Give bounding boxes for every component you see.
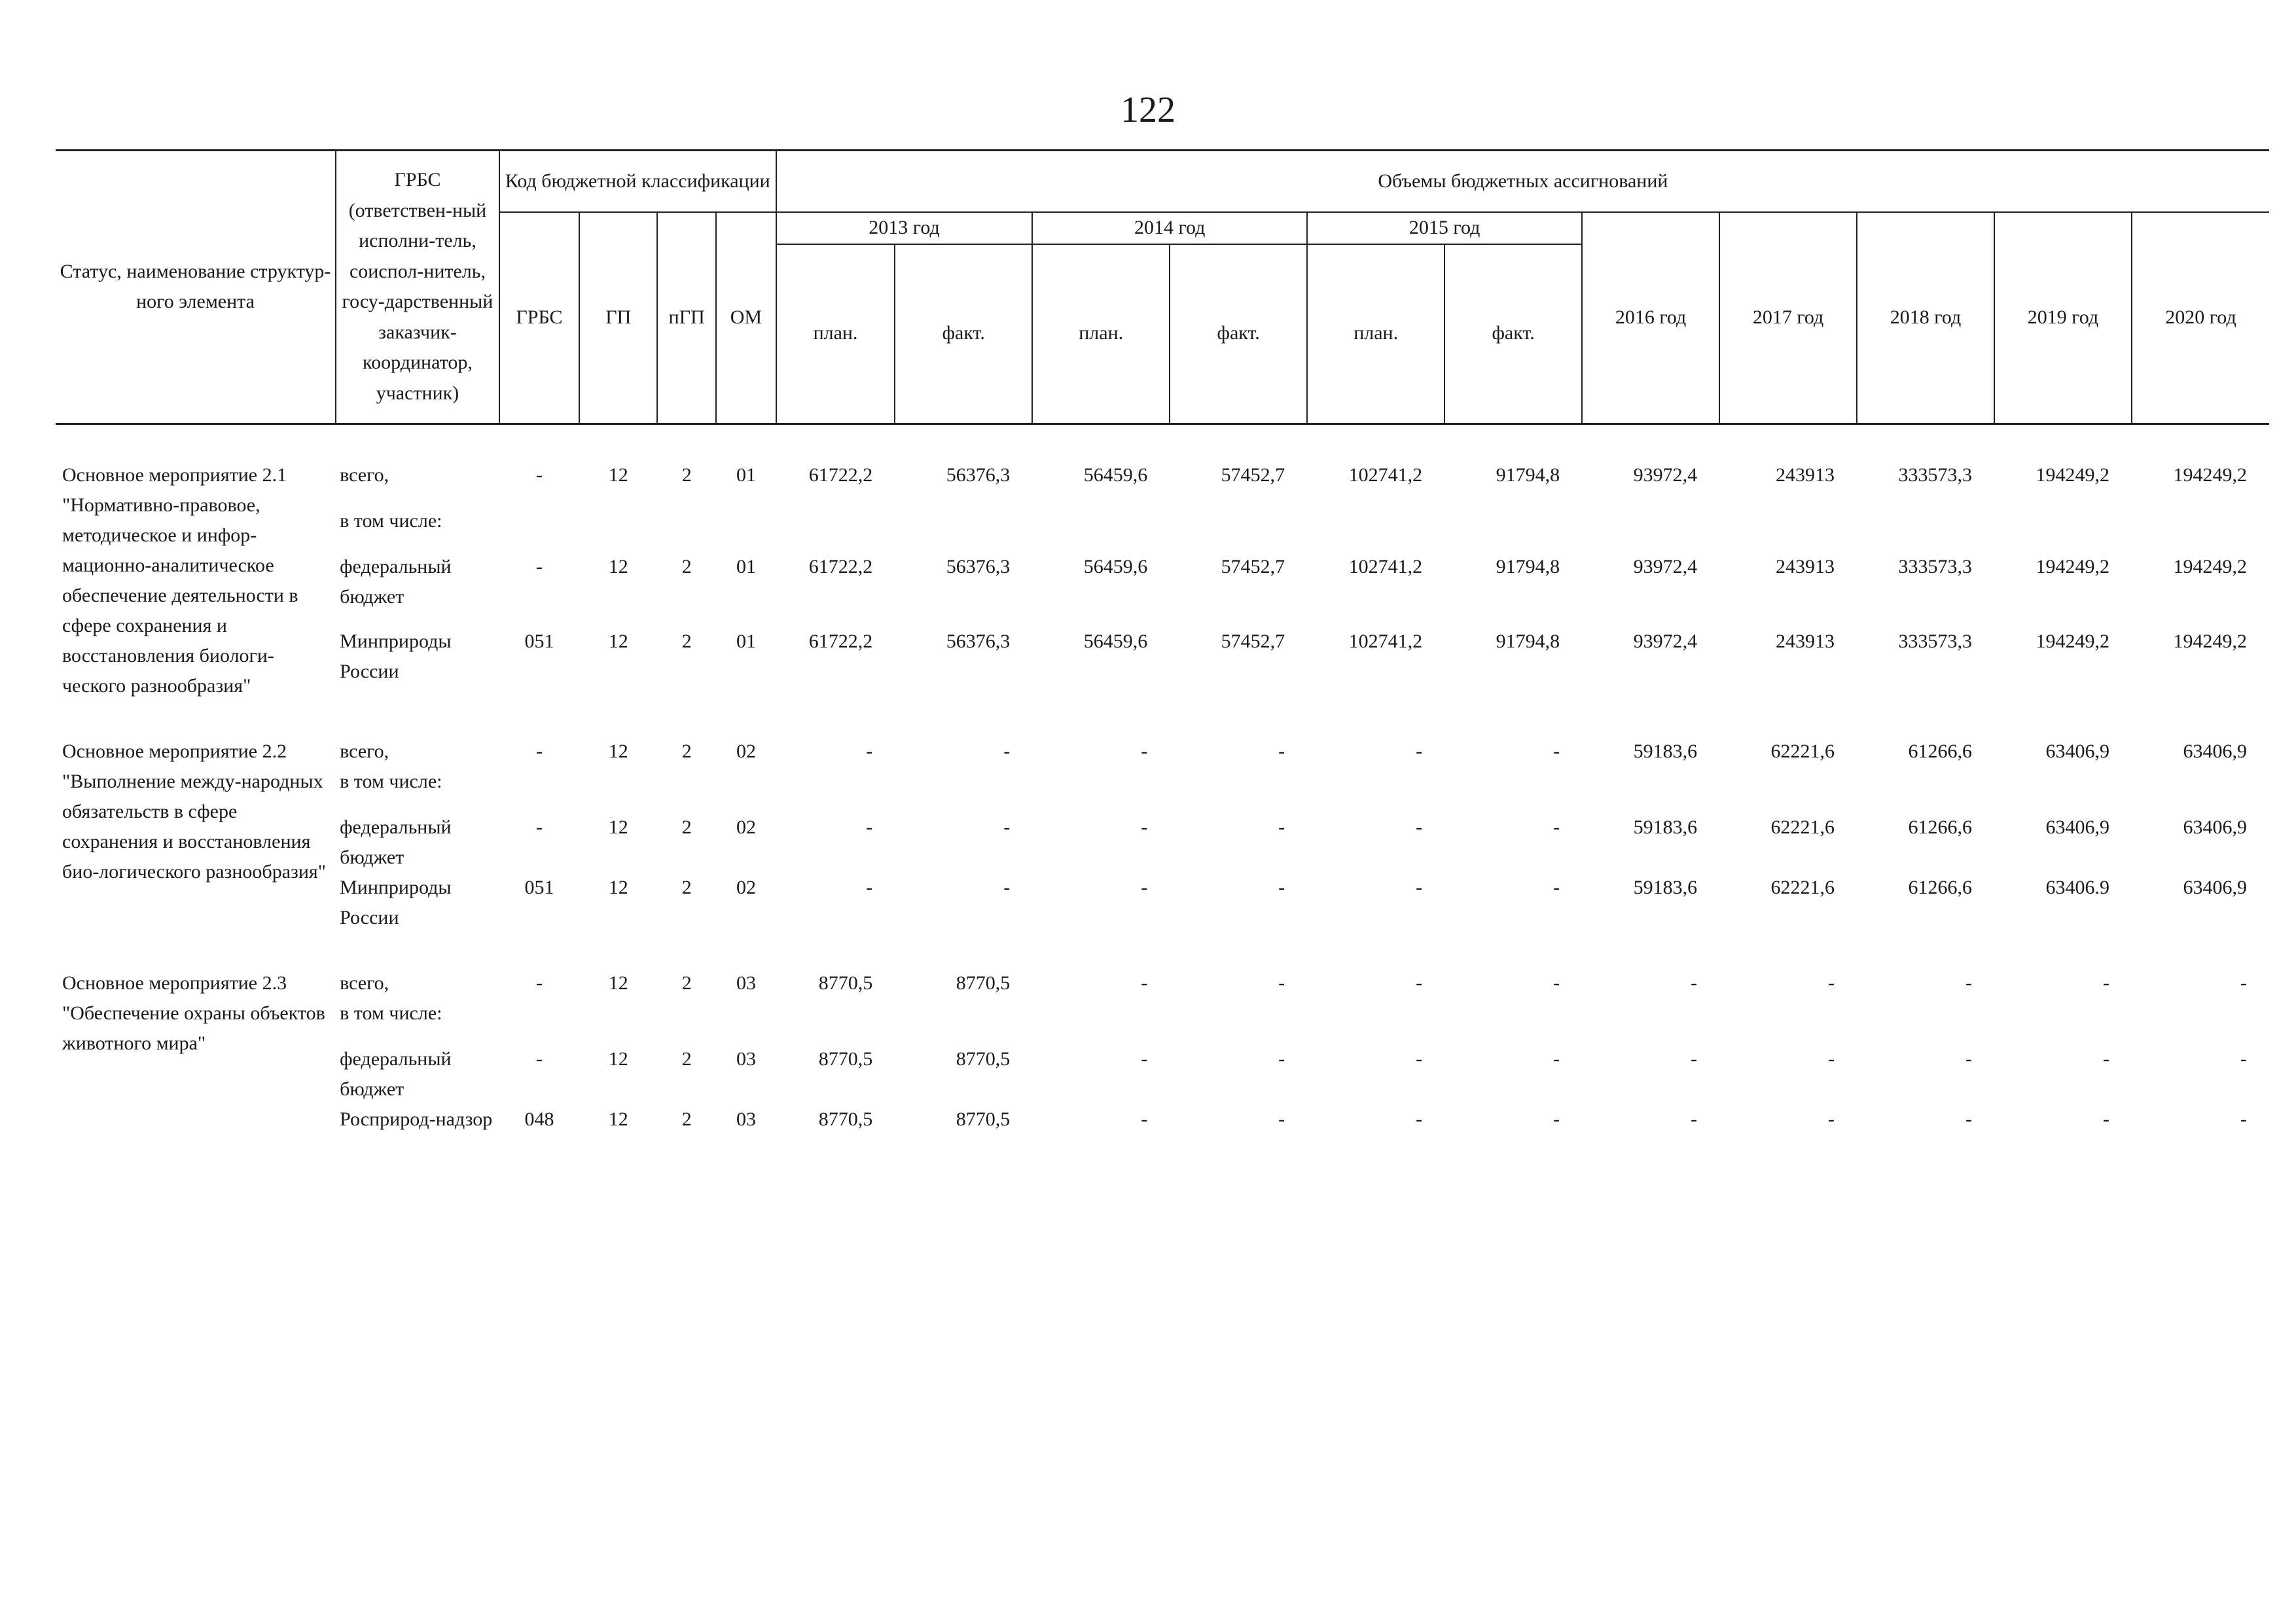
empty-cells	[499, 506, 2269, 552]
allocation-value: -	[1141, 740, 1148, 762]
measure-name: Основное мероприятие 2.3 "Обеспечение охраны объектов животного мира"	[62, 972, 325, 1054]
allocation-value: 243913	[1776, 464, 1835, 486]
header-2013-fact: факт.	[895, 244, 1032, 424]
code-gp: 12	[608, 1108, 628, 1130]
code-om: 03	[736, 972, 756, 994]
allocation-value: -	[1141, 1048, 1148, 1070]
allocation-value: 91794,8	[1496, 464, 1560, 486]
allocation-value: 56376,3	[946, 555, 1011, 577]
measure-name: Основное мероприятие 2.1 "Нормативно-правовое, методическое и инфор-мационно-аналитическое обеспечение деятельности в сфере сохранения и восстановления биологи-ческого разнообразия"	[62, 464, 298, 697]
allocation-value: -	[1416, 816, 1423, 838]
allocation-value: 59183,6	[1633, 740, 1698, 762]
allocation-value: -	[1278, 816, 1285, 838]
allocation-value: 93972,4	[1633, 464, 1698, 486]
allocation-value: -	[2240, 972, 2247, 994]
allocation-value: -	[1416, 1108, 1423, 1130]
allocation-value: 194249,2	[2173, 630, 2247, 652]
table-row	[56, 627, 2269, 701]
code-pgp: 2	[681, 1108, 692, 1130]
allocation-value: 194249,2	[2173, 464, 2247, 486]
code-pgp: 2	[681, 876, 692, 898]
allocation-value: -	[1003, 876, 1011, 898]
allocation-value: 56376,3	[946, 630, 1011, 652]
allocation-value: -	[1141, 1108, 1148, 1130]
allocation-value: -	[2240, 1048, 2247, 1070]
code-om: 02	[736, 876, 756, 898]
allocation-value: 8770,5	[818, 1108, 873, 1130]
allocation-value: 57452,7	[1221, 464, 1285, 486]
header-2015-plan: план.	[1307, 244, 1444, 424]
code-gp: 12	[608, 555, 628, 577]
code-grbs: -	[535, 816, 543, 838]
header-code-om: ОМ	[716, 212, 776, 424]
header-year-2020: 2020 год	[2132, 212, 2269, 424]
allocation-value: -	[1553, 876, 1560, 898]
code-grbs: 051	[524, 876, 554, 898]
allocation-value: 102741,2	[1348, 464, 1423, 486]
allocation-value: -	[1416, 972, 1423, 994]
allocation-value: -	[1553, 740, 1560, 762]
allocation-value: 194249,2	[2036, 555, 2109, 577]
allocation-value: -	[866, 816, 873, 838]
allocation-value: 63406,9	[2183, 740, 2247, 762]
allocation-value: 63406.9	[2045, 876, 2109, 898]
allocation-value: 62221,6	[1770, 876, 1835, 898]
table-row	[56, 424, 2269, 506]
allocation-value: -	[1691, 1108, 1698, 1130]
allocation-value: 333573,3	[1898, 555, 1972, 577]
table-row	[56, 998, 2269, 1044]
header-budget-code: Код бюджетной классификации	[499, 151, 776, 213]
allocation-value: -	[1278, 740, 1285, 762]
header-code-grbs: ГРБС	[499, 212, 579, 424]
allocation-value: 63406,9	[2183, 816, 2247, 838]
allocation-value: 8770,5	[818, 1048, 873, 1070]
code-grbs: -	[535, 972, 543, 994]
code-gp: 12	[608, 464, 628, 486]
code-gp: 12	[608, 816, 628, 838]
allocation-value: 243913	[1776, 630, 1835, 652]
allocation-value: 8770,5	[956, 1108, 1011, 1130]
table-row	[56, 1104, 2269, 1135]
code-om: 01	[736, 555, 756, 577]
header-year-2014: 2014 год	[1032, 212, 1307, 244]
allocation-value: -	[2102, 972, 2109, 994]
funding-source: федеральный бюджет	[340, 816, 452, 868]
allocation-value: -	[1828, 1108, 1835, 1130]
header-2013-plan: план.	[776, 244, 895, 424]
allocation-value: -	[1691, 972, 1698, 994]
table-header	[56, 151, 2269, 424]
allocation-value: -	[1141, 876, 1148, 898]
code-grbs: -	[535, 464, 543, 486]
empty-cells	[499, 767, 2269, 812]
code-pgp: 2	[681, 464, 692, 486]
header-code-gp: ГП	[579, 212, 657, 424]
allocation-value: 61722,2	[808, 630, 873, 652]
allocation-value: 61722,2	[808, 464, 873, 486]
table-row	[56, 552, 2269, 627]
allocation-value: 56376,3	[946, 464, 1011, 486]
funding-source: в том числе:	[340, 509, 442, 532]
funding-source: федеральный бюджет	[340, 555, 452, 608]
allocation-value: 57452,7	[1221, 630, 1285, 652]
allocation-value: 62221,6	[1770, 740, 1835, 762]
code-om: 03	[736, 1048, 756, 1070]
allocation-value: 194249,2	[2036, 630, 2109, 652]
header-year-2013: 2013 год	[776, 212, 1032, 244]
funding-source: в том числе:	[340, 1002, 442, 1024]
code-grbs: -	[535, 1048, 543, 1070]
allocation-value: 93972,4	[1633, 630, 1698, 652]
allocation-value: -	[1003, 816, 1011, 838]
header-volumes: Объемы бюджетных ассигнований	[776, 151, 2269, 213]
header-2014-plan: план.	[1032, 244, 1170, 424]
code-om: 03	[736, 1108, 756, 1130]
allocation-value: -	[1828, 1048, 1835, 1070]
allocation-value: 102741,2	[1348, 555, 1423, 577]
allocation-value: 59183,6	[1633, 816, 1698, 838]
allocation-value: 61266,6	[1908, 876, 1972, 898]
allocation-value: 333573,3	[1898, 630, 1972, 652]
code-grbs: 051	[524, 630, 554, 652]
allocation-value: -	[1003, 740, 1011, 762]
funding-source: федеральный бюджет	[340, 1048, 452, 1100]
allocation-value: 91794,8	[1496, 555, 1560, 577]
allocation-value: -	[1965, 972, 1972, 994]
allocation-value: 61722,2	[808, 555, 873, 577]
allocation-value: 194249,2	[2173, 555, 2247, 577]
allocation-value: 93972,4	[1633, 555, 1698, 577]
page-number: 122	[1121, 90, 1175, 130]
header-year-2015: 2015 год	[1307, 212, 1582, 244]
allocation-value: -	[1278, 1048, 1285, 1070]
header-year-2016: 2016 год	[1582, 212, 1719, 424]
allocation-value: 56459,6	[1083, 464, 1148, 486]
table-row	[56, 701, 2269, 767]
allocation-value: -	[1278, 1108, 1285, 1130]
budget-allocation-table	[56, 149, 2269, 1135]
allocation-value: 63406,9	[2183, 876, 2247, 898]
allocation-value: -	[1965, 1108, 1972, 1130]
allocation-value: 8770,5	[956, 972, 1011, 994]
table-row	[56, 812, 2269, 873]
code-om: 02	[736, 816, 756, 838]
code-pgp: 2	[681, 630, 692, 652]
code-grbs: -	[535, 555, 543, 577]
allocation-value: 8770,5	[818, 972, 873, 994]
code-om: 02	[736, 740, 756, 762]
table-body	[56, 424, 2269, 1135]
allocation-value: 333573,3	[1898, 464, 1972, 486]
table-row	[56, 873, 2269, 933]
code-pgp: 2	[681, 740, 692, 762]
header-2014-fact: факт.	[1170, 244, 1307, 424]
allocation-value: -	[1278, 876, 1285, 898]
allocation-value: 56459,6	[1083, 630, 1148, 652]
funding-source: Росприрод-надзор	[340, 1108, 493, 1130]
allocation-value: -	[1416, 1048, 1423, 1070]
code-gp: 12	[608, 630, 628, 652]
funding-source: Минприроды России	[340, 630, 452, 682]
code-grbs: 048	[524, 1108, 554, 1130]
funding-source: Минприроды России	[340, 876, 452, 928]
allocation-value: -	[1416, 876, 1423, 898]
table-row	[56, 506, 2269, 552]
allocation-value: 194249,2	[2036, 464, 2109, 486]
header-year-2019: 2019 год	[1994, 212, 2132, 424]
funding-source: в том числе:	[340, 770, 442, 792]
code-pgp: 2	[681, 816, 692, 838]
funding-source: всего,	[340, 464, 389, 486]
allocation-value: 91794,8	[1496, 630, 1560, 652]
header-grbs-role: ГРБС (ответствен-ный исполни-тель, соиспол-нитель, госу-дарственный заказчик-координатор, участник)	[336, 151, 499, 424]
allocation-value: -	[1828, 972, 1835, 994]
allocation-value: 57452,7	[1221, 555, 1285, 577]
allocation-value: -	[866, 876, 873, 898]
allocation-value: -	[2102, 1048, 2109, 1070]
allocation-value: 63406,9	[2045, 740, 2109, 762]
code-pgp: 2	[681, 1048, 692, 1070]
allocation-value: -	[1553, 972, 1560, 994]
measure-name: Основное мероприятие 2.2 "Выполнение между-народных обязательств в сфере сохранения и восстановления био-логического разнообразия"	[62, 740, 326, 883]
allocation-value: -	[1691, 1048, 1698, 1070]
code-pgp: 2	[681, 555, 692, 577]
allocation-value: -	[2240, 1108, 2247, 1130]
code-gp: 12	[608, 740, 628, 762]
allocation-value: 243913	[1776, 555, 1835, 577]
table-row	[56, 933, 2269, 998]
header-code-pgp: пГП	[657, 212, 716, 424]
allocation-value: 63406,9	[2045, 816, 2109, 838]
code-grbs: -	[535, 740, 543, 762]
table-row	[56, 1044, 2269, 1104]
allocation-value: -	[1553, 816, 1560, 838]
code-gp: 12	[608, 876, 628, 898]
header-year-2018: 2018 год	[1857, 212, 1994, 424]
code-om: 01	[736, 630, 756, 652]
empty-cells	[499, 998, 2269, 1044]
header-year-2017: 2017 год	[1719, 212, 1857, 424]
header-status: Статус, наименование структур-ного элемента	[56, 151, 336, 424]
allocation-value: 62221,6	[1770, 816, 1835, 838]
allocation-value: 61266,6	[1908, 740, 1972, 762]
table-row	[56, 767, 2269, 812]
funding-source: всего,	[340, 740, 389, 762]
allocation-value: 59183,6	[1633, 876, 1698, 898]
allocation-value: -	[1965, 1048, 1972, 1070]
allocation-value: 102741,2	[1348, 630, 1423, 652]
allocation-value: -	[1141, 816, 1148, 838]
code-om: 01	[736, 464, 756, 486]
code-pgp: 2	[681, 972, 692, 994]
code-gp: 12	[608, 1048, 628, 1070]
funding-source: всего,	[340, 972, 389, 994]
allocation-value: -	[1416, 740, 1423, 762]
allocation-value: -	[1141, 972, 1148, 994]
allocation-value: -	[1553, 1048, 1560, 1070]
allocation-value: 56459,6	[1083, 555, 1148, 577]
allocation-value: -	[1553, 1108, 1560, 1130]
header-2015-fact: факт.	[1444, 244, 1582, 424]
allocation-value: -	[866, 740, 873, 762]
code-gp: 12	[608, 972, 628, 994]
allocation-value: -	[2102, 1108, 2109, 1130]
allocation-value: -	[1278, 972, 1285, 994]
allocation-value: 8770,5	[956, 1048, 1011, 1070]
allocation-value: 61266,6	[1908, 816, 1972, 838]
